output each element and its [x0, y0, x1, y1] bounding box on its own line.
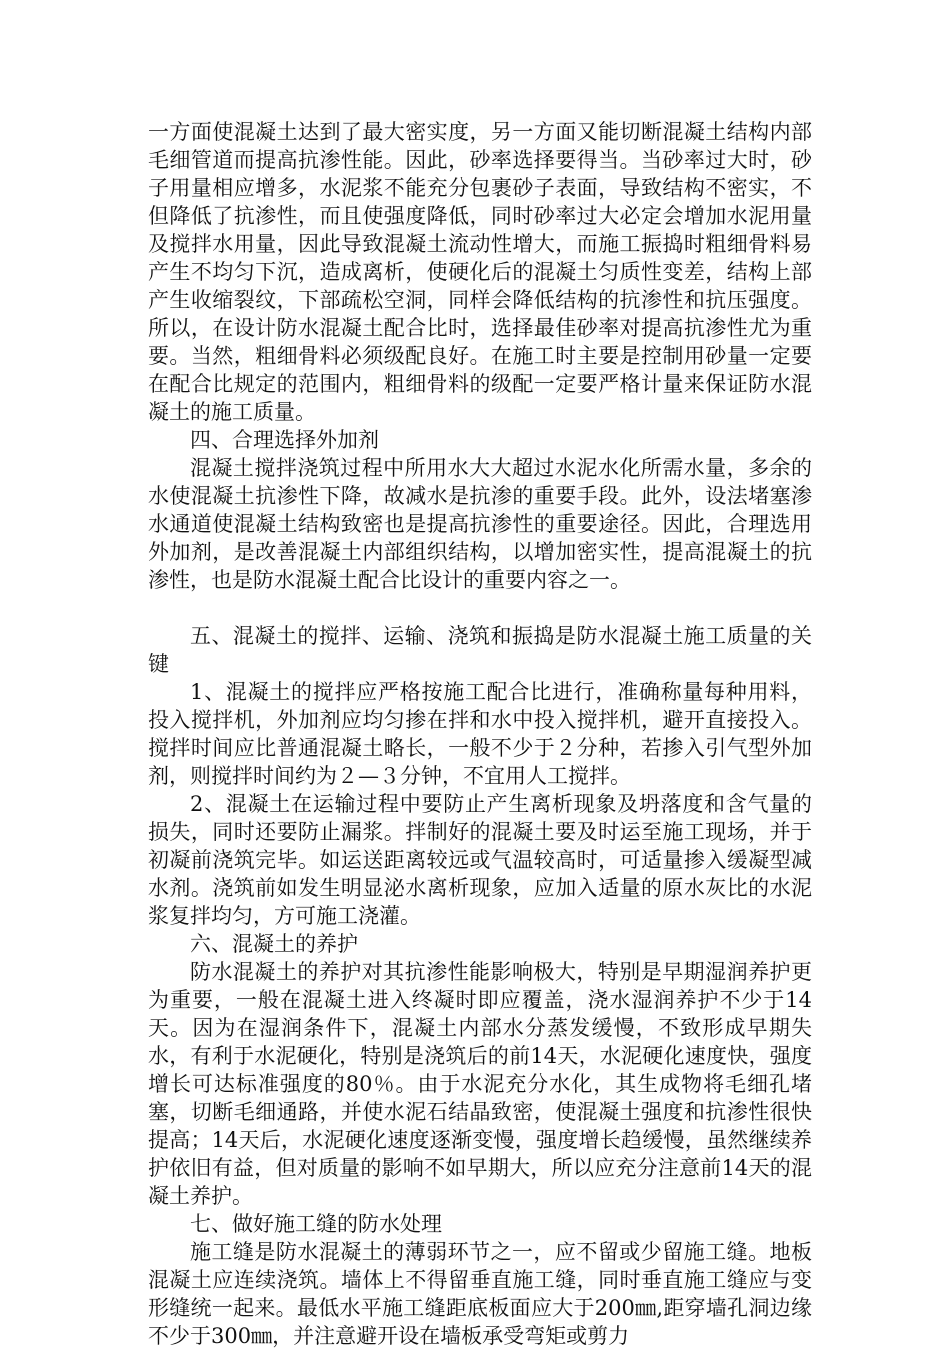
- body-paragraph: 混凝土搅拌浇筑过程中所用水大大超过水泥水化所需水量，多余的水使混凝土抗渗性下降，故减水是抗渗的重要手段。此外，设法堵塞渗水通道使混凝土结构致密也是提高抗渗性的重要途径。因此，合理选用外加剂，是改善混凝土内部组织结构，以增加密实性，提高混凝土的抗渗性，也是防水混凝土配合比设计的重要内容之一。: [148, 456, 812, 592]
- paragraph-gap: [148, 594, 812, 622]
- body-paragraph: 一方面使混凝土达到了最大密实度，另一方面又能切断混凝土结构内部毛细管道而提高抗渗性能。因此，砂率选择要得当。当砂率过大时，砂子用量相应增多，水泥浆不能充分包裹砂子表面，导致结构不密实，不但降低了抗渗性，而且使强度降低，同时砂率过大必定会增加水泥用量及搅拌水用量，因此导致混凝土流动性增大，而施工振捣时粗细骨料易产生不均匀下沉，造成离析，使硬化后的混凝土匀质性变差，结构上部产生收缩裂纹，下部疏松空洞，同样会降低结构的抗渗性和抗压强度。所以，在设计防水混凝土配合比时，选择最佳砂率对提高抗渗性尤为重要。当然，粗细骨料必须级配良好。在施工时主要是控制用砂量一定要在配合比规定的范围内，粗细骨料的级配一定要严格计量来保证防水混凝土的施工质量。: [148, 120, 812, 424]
- body-paragraph: 施工缝是防水混凝土的薄弱环节之一，应不留或少留施工缝。地板混凝土应连续浇筑。墙体上不得留垂直施工缝，同时垂直施工缝应与变形缝统一起来。最低水平施工缝距底板面应大于200㎜,距穿墙孔洞边缘不少于300㎜，并注意避开设在墙板承受弯矩或剪力: [148, 1240, 812, 1348]
- body-paragraph: 1、混凝土的搅拌应严格按施工配合比进行，准确称量每种用料，投入搅拌机，外加剂应均匀掺在拌和水中投入搅拌机，避开直接投入。搅拌时间应比普通混凝土略长，一般不少于２分种，若掺入引气型外加剂，则搅拌时间约为２—３分钟，不宜用人工搅拌。: [148, 680, 812, 788]
- section-heading: 六、混凝土的养护: [190, 932, 358, 956]
- body-paragraph: 2、混凝土在运输过程中要防止产生离析现象及坍落度和含气量的损失，同时还要防止漏浆。拌制好的混凝土要及时运至施工现场，并于初凝前浇筑完毕。如运送距离较远或气温较高时，可适量掺入缓凝型减水剂。浇筑前如发生明显泌水离析现象，应加入适量的原水灰比的水泥浆复拌均匀，方可施工浇灌。: [148, 792, 812, 928]
- section-heading: 五、混凝土的搅拌、运输、浇筑和振捣是防水混凝土施工质量的关键: [148, 624, 812, 676]
- document-page: [148, 118, 812, 1350]
- body-paragraph: 防水混凝土的养护对其抗渗性能影响极大，特别是早期湿润养护更为重要，一般在混凝土进入终凝时即应覆盖，浇水湿润养护不少于14天。因为在湿润条件下，混凝土内部水分蒸发缓慢，不致形成早期失水，有利于水泥硬化，特别是浇筑后的前14天，水泥硬化速度快，强度增长可达标准强度的80％。由于水泥充分水化，其生成物将毛细孔堵塞，切断毛细通路，并使水泥石结晶致密，使混凝土强度和抗渗性很快提高；14天后，水泥硬化速度逐渐变慢，强度增长趋缓慢，虽然继续养护依旧有益，但对质量的影响不如早期大，所以应充分注意前14天的混凝土养护。: [148, 960, 812, 1208]
- section-heading: 四、合理选择外加剂: [190, 428, 379, 452]
- section-heading: 七、做好施工缝的防水处理: [190, 1212, 442, 1236]
